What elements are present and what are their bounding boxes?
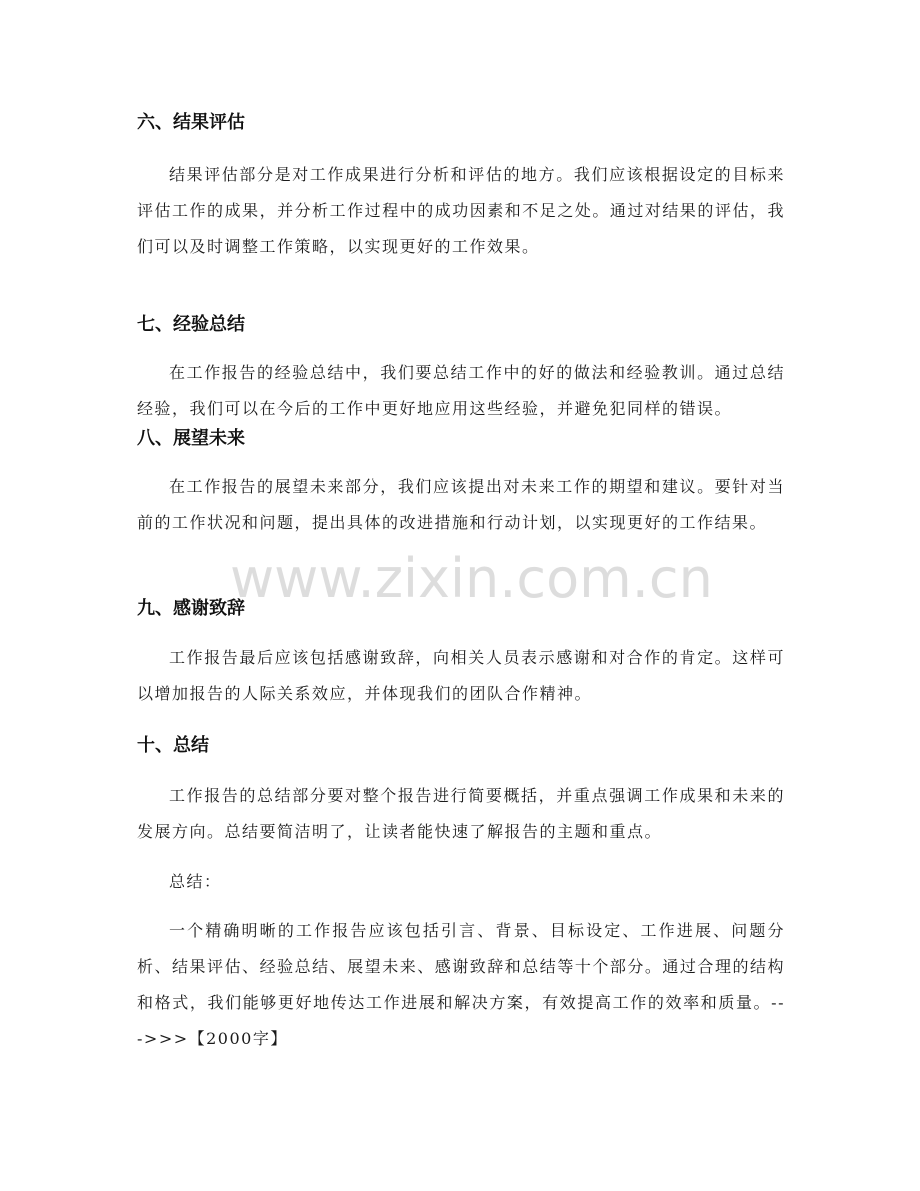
summary-label: 总结： [169, 872, 222, 891]
section-paragraph-conclusion: 工作报告的总结部分要对整个报告进行简要概括，并重点强调工作成果和未来的发展方向。总结要简洁明了，让读者能快速了解报告的主题和重点。 [137, 786, 785, 841]
section-paragraph-experience-summary: 在工作报告的经验总结中，我们要总结工作中的好的做法和经验教训。通过总结经验，我们可以在今后的工作中更好地应用这些经验，并避免犯同样的错误。 [137, 363, 785, 418]
section-paragraph-acknowledgements: 工作报告最后应该包括感谢致辞，向相关人员表示感谢和对合作的肯定。这样可以增加报告的人际关系效应，并体现我们的团队合作精神。 [137, 648, 785, 703]
section-heading-conclusion: 十、总结 [137, 735, 209, 756]
section-heading-experience-summary: 七、经验总结 [137, 314, 245, 335]
section-heading-future-outlook: 八、展望未来 [137, 428, 245, 449]
watermark-text: www.zixin.com.cn [230, 547, 713, 610]
section-heading-acknowledgements: 九、感谢致辞 [137, 598, 245, 619]
section-paragraph-future-outlook: 在工作报告的展望未来部分，我们应该提出对未来工作的期望和建议。要针对当前的工作状况和问题，提出具体的改进措施和行动计划，以实现更好的工作结果。 [137, 477, 785, 532]
section-heading-results-evaluation: 六、结果评估 [137, 112, 245, 133]
section-paragraph-results-evaluation: 结果评估部分是对工作成果进行分析和评估的地方。我们应该根据设定的目标来评估工作的成果，并分析工作过程中的成功因素和不足之处。通过对结果的评估，我们可以及时调整工作策略，以实现更好的工作效果。 [137, 165, 785, 256]
summary-paragraph: 一个精确明晰的工作报告应该包括引言、背景、目标设定、工作进展、问题分析、结果评估、经验总结、展望未来、感谢致辞和总结等十个部分。通过合理的结构和格式，我们能够更好地传达工作进展和解决方案，有效提高工作的效率和质量。--->>>【2000字】 [137, 921, 785, 1048]
